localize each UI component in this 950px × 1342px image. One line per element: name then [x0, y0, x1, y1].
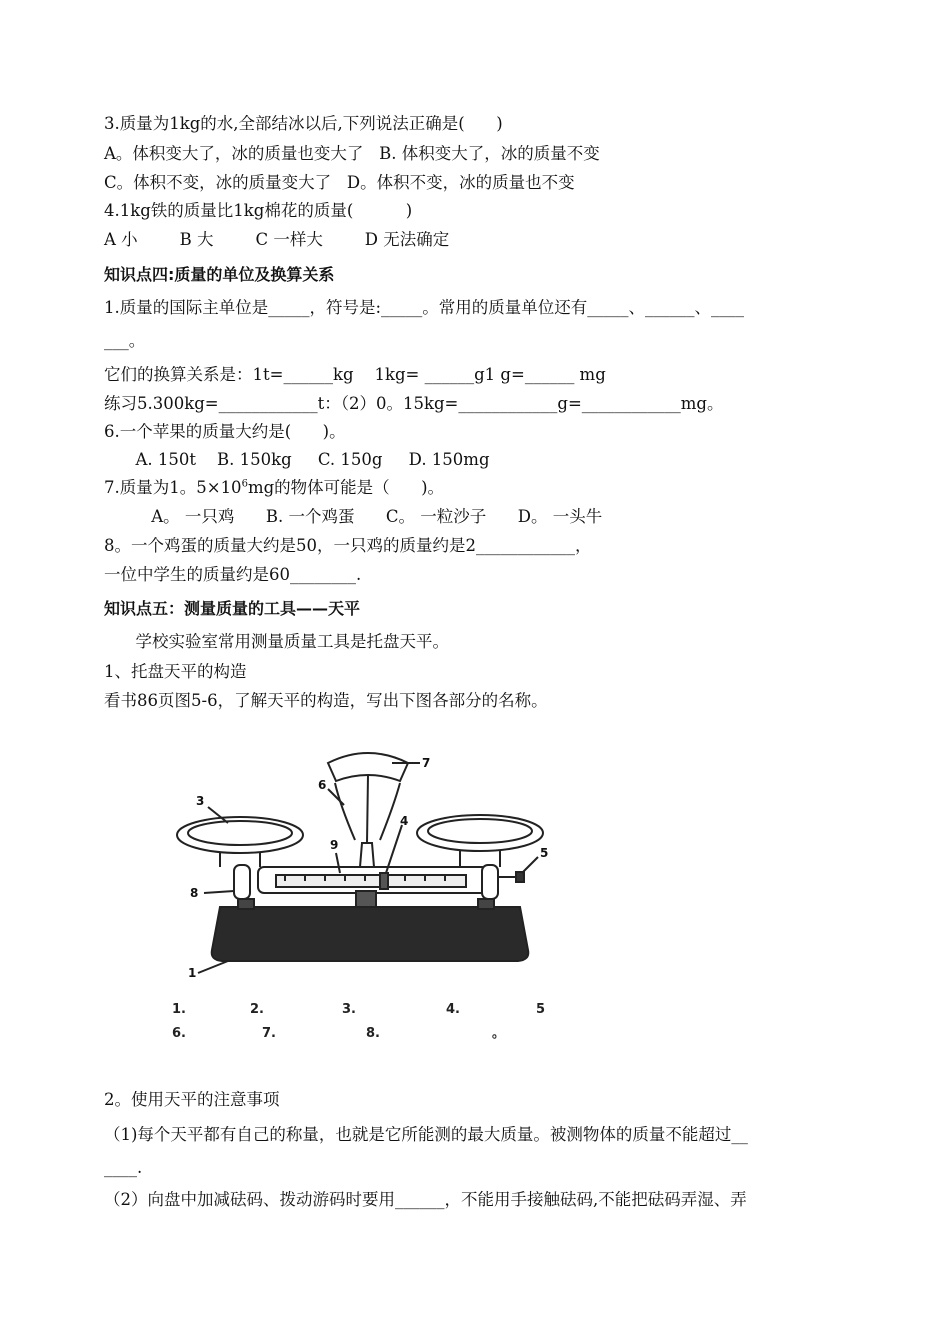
callout-9: 9 [330, 838, 339, 852]
answer-label-1: 1. [172, 1002, 186, 1017]
question-3-options-cd: C。体积不变，冰的质量变大了 D。体积不变，冰的质量也不变 [104, 173, 575, 192]
callout-8: 8 [190, 886, 199, 900]
question-7-options: A。 一只鸡 B. 一个鸡蛋 C。 一粒沙子 D。 一头牛 [104, 507, 603, 526]
callout-4: 4 [400, 814, 409, 828]
question-4-options: A 小 B 大 C 一样大 D 无法确定 [104, 230, 450, 249]
answer-label-7: 7. [262, 1026, 276, 1041]
callout-7: 7 [422, 756, 431, 770]
question-6-options: A. 150t B. 150kg C. 150g D. 150mg [104, 450, 490, 469]
callout-5: 5 [540, 846, 549, 860]
answer-label-5: 5 [536, 1002, 546, 1017]
callout-3: 3 [196, 794, 205, 808]
question-6: 6.一个苹果的质量大约是( )。 [104, 422, 346, 441]
question-3: 3.质量为1kg的水,全部结冰以后,下列说法正确是( ) [104, 114, 503, 133]
question-7 [104, 477, 444, 499]
section-heading-5: 知识点五：测量质量的工具——天平 [104, 599, 361, 618]
instruction-text: 看书86页图5-6，了解天平的构造，写出下图各部分的名称。 [104, 691, 548, 710]
precaution-1: （1)每个天平都有自己的称量，也就是它所能测的最大质量。被测物体的质量不能超过__ [104, 1125, 748, 1144]
question-4: 4.1kg铁的质量比1kg棉花的质量( ) [104, 201, 413, 220]
subheading-structure: 1、托盘天平的构造 [104, 662, 247, 681]
answer-label-4: 4. [446, 1002, 460, 1017]
precaution-2: （2）向盘中加减砝码、拨动游码时要用______，不能用手接触砝码,不能把砝码弄湿、弄 [104, 1190, 747, 1209]
question-1-units-cont: ___。 [104, 331, 146, 350]
question-7-part-a: 7.质量为1。5×10 [104, 478, 242, 497]
section-heading-4: 知识点四:质量的单位及换算关系 [104, 265, 335, 284]
answer-label-6: 6. [172, 1026, 186, 1041]
precaution-1-cont: ____. [104, 1158, 143, 1177]
question-8-cont: 一位中学生的质量约是60________. [104, 565, 362, 584]
answer-label-end: 。 [492, 1026, 506, 1041]
intro-sentence: 学校实验室常用测量质量工具是托盘天平。 [104, 632, 449, 651]
callout-1: 1 [188, 966, 197, 980]
question-1-units: 1.质量的国际主单位是_____，符号是:_____。常用的质量单位还有_____、______、____ [104, 298, 745, 317]
balance-scale-figure [150, 745, 570, 1045]
question-7-part-b: mg的物体可能是（ )。 [247, 478, 445, 497]
answer-label-3: 3. [342, 1002, 356, 1017]
question-3-options-ab: A。体积变大了，冰的质量也变大了 B. 体积变大了，冰的质量不变 [104, 144, 600, 163]
answer-label-8: 8. [366, 1026, 380, 1041]
callout-6: 6 [318, 778, 327, 792]
practice-5: 练习5.300kg=____________t：（2）0。15kg=____________g=____________mg。 [104, 394, 724, 413]
conversion-relations: 它们的换算关系是：1t=______kg 1kg= ______g1 g=______ mg [104, 365, 606, 384]
question-8: 8。一个鸡蛋的质量大约是50，一只鸡的质量约是2____________， [104, 536, 592, 555]
answer-label-2: 2. [250, 1002, 264, 1017]
subheading-precautions: 2。使用天平的注意事项 [104, 1090, 280, 1109]
exponent: 6 [241, 478, 248, 490]
